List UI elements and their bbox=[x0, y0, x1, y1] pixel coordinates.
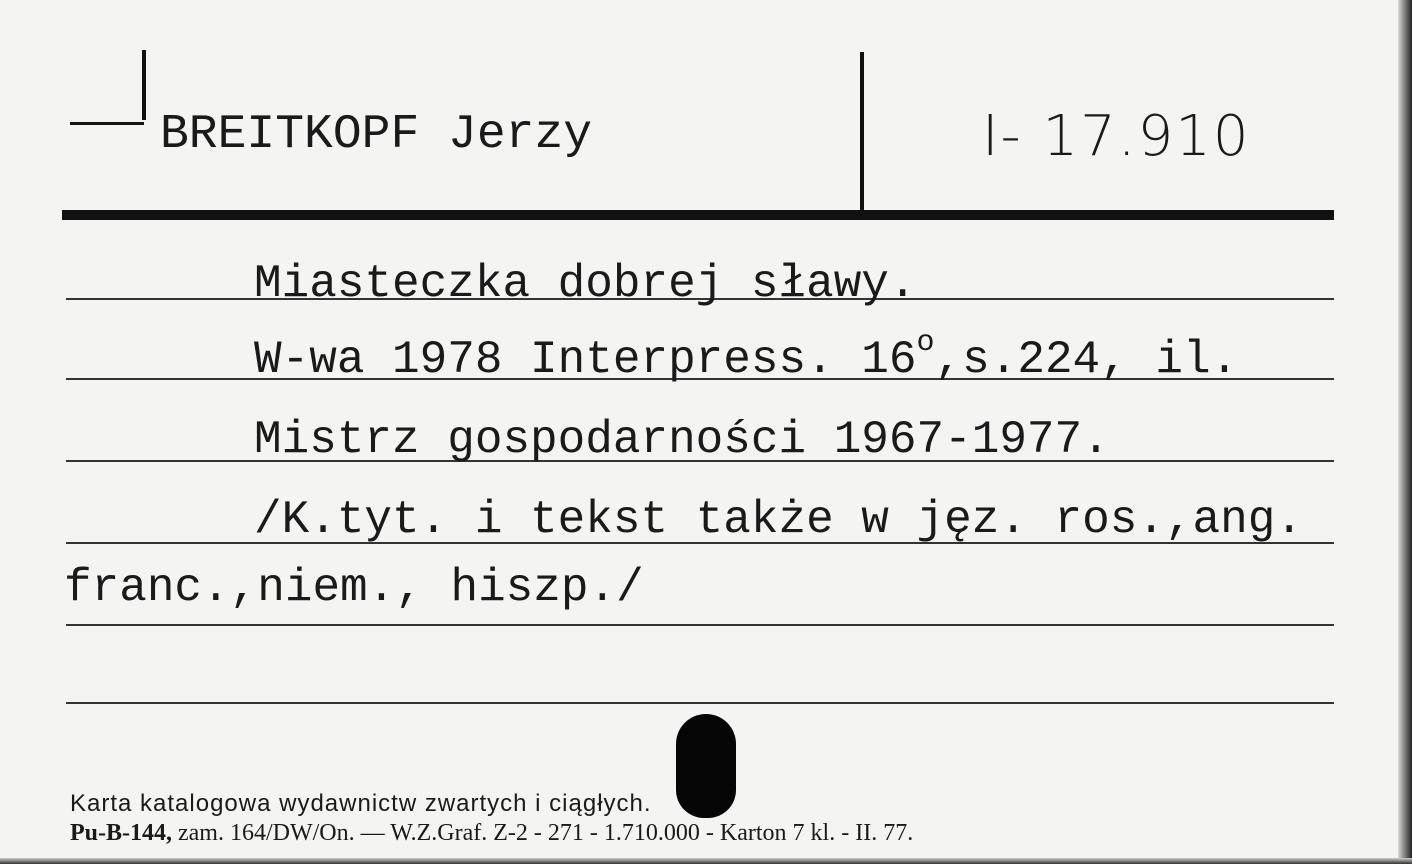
card-bottom-edge bbox=[0, 858, 1412, 864]
imprint-line bbox=[254, 326, 1239, 386]
footer-print-info bbox=[70, 820, 913, 847]
punch-hole bbox=[676, 714, 736, 818]
note-line: /K.tyt. i tekst także w jęz. ros.,ang. bbox=[254, 494, 1303, 546]
card-edge-shadow bbox=[1398, 0, 1412, 864]
header-rule bbox=[62, 210, 1334, 220]
footer-print-details: zam. 164/DW/On. — W.Z.Graf. Z-2 - 271 - 1.710.000 - Karton 7 kl. - II. 77. bbox=[172, 820, 914, 846]
imprint-pages: ,s.224, il. bbox=[934, 334, 1239, 386]
note-line-continued: franc.,niem., hiszp./ bbox=[64, 562, 644, 614]
footer-card-type: Karta katalogowa wydawnictw zwartych i ciągłych. bbox=[70, 790, 652, 817]
imprint-text: W-wa 1978 Interpress. 16 bbox=[254, 334, 917, 386]
format-superscript: o bbox=[916, 326, 935, 360]
author-heading: BREITKOPF Jerzy bbox=[160, 108, 593, 162]
footer-form-code: Pu-B-144, bbox=[70, 820, 172, 846]
header-divider bbox=[860, 52, 864, 216]
corner-mark-vertical bbox=[142, 50, 146, 120]
series-line: Mistrz gospodarności 1967-1977. bbox=[254, 414, 1110, 466]
ruled-line bbox=[66, 702, 1334, 704]
call-number: I- 17.910 bbox=[982, 104, 1251, 169]
ruled-line bbox=[66, 624, 1334, 626]
corner-mark-horizontal bbox=[70, 122, 144, 125]
title-line: Miasteczka dobrej sławy. bbox=[254, 258, 917, 310]
